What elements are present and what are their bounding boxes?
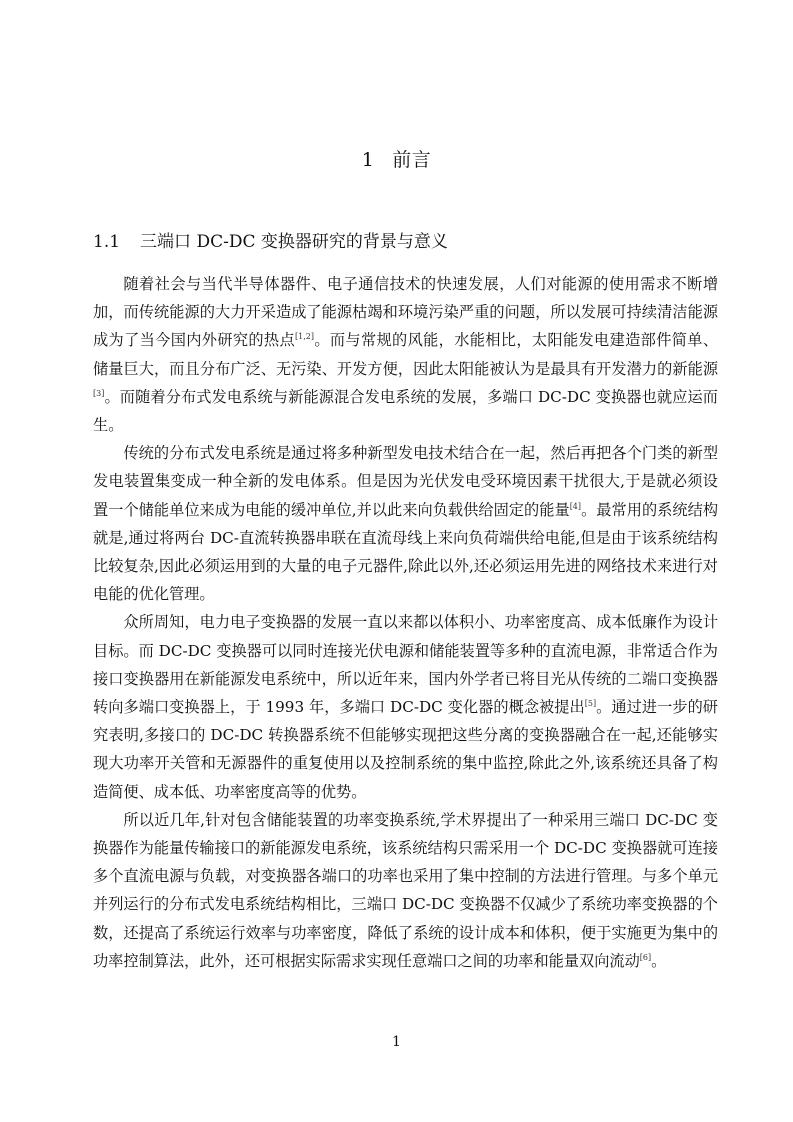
body-paragraph: [93, 608, 718, 805]
paragraph-text: 传统的分布式发电系统是通过将多种新型发电技术结合在一起，然后再把各个门类的新型发电装置集变成一种全新的发电体系。但是因为光伏发电受环境因素干扰很大,于是就必须设置一个储能单位来成为电能的缓冲单位,并以此来向负载供给固定的能量: [93, 444, 718, 519]
paragraph-text: 。而随着分布式发电系统与新能源混合发电系统的发展，多端口 DC-DC 变换器也就应运而生。: [93, 387, 718, 435]
body-text: [93, 270, 718, 975]
section-number: 1.1: [93, 232, 121, 252]
citation-ref: [3]: [93, 388, 105, 398]
chapter-title-text: 前言: [392, 149, 432, 171]
chapter-number: 1: [361, 149, 375, 171]
body-paragraph: [93, 439, 718, 608]
paragraph-text: 。最常用的系统结构就是,通过将两台 DC-直流转换器串联在直流母线上来向负荷端供给电能,但是由于该系统结构比较复杂,因此必须运用到的大量的电子元器件,除此以外,还必须运用先进的网络技术来进行对电能的优化管理。: [93, 500, 719, 604]
section-heading: [93, 227, 448, 252]
citation-ref: [1,2]: [295, 332, 314, 342]
paragraph-text: 。而与常规的风能，水能相比，太阳能发电建造部件简单、储量巨大，而且分布广泛、无污染、开发方便，因此太阳能被认为是最具有开发潜力的新能源: [93, 331, 719, 378]
paragraph-text: 。: [651, 951, 667, 970]
citation-ref: [5]: [584, 699, 597, 709]
body-paragraph: [93, 806, 718, 975]
paragraph-text: 。通过进一步的研究表明,多接口的 DC-DC 转换器系统不但能够实现把这些分离的变换器融合在一起,还能够实现大功率开关管和无源器件的重复使用以及控制系统的集中监控,除此之外,该系统还具备了构造简便、成本低、功率密度高等的优势。: [93, 698, 718, 801]
paragraph-text: 众所周知，电力电子变换器的发展一直以来都以体积小、功率密度高、成本低廉作为设计目标。而 DC-DC 变换器可以同时连接光伏电源和储能装置等多种的直流电源，非常适合作为接口变换器用在新能源发电系统中，所以近年来，国内外学者已将目光从传统的二端口变换器转向多端口变换器上，于 1993 年，多端口 DC-DC 变化器的概念被提出: [93, 613, 718, 717]
body-paragraph: [93, 270, 718, 439]
paragraph-text: 所以近几年,针对包含储能装置的功率变换系统,学术界提出了一种采用三端口 DC-DC 变换器作为能量传输接口的新能源发电系统，该系统结构只需采用一个 DC-DC 变换器就可连接多个直流电源与负载，对变换器各端口的功率也采用了集中控制的方法进行管理。与多个单元并列运行的分布式发电系统结构相比，三端口 DC-DC 变换器不仅减少了系统功率变换器的个数，还提高了系统运行效率与功率密度，降低了系统的设计成本和体积，便于实施更为集中的功率控制算法，此外，还可根据实际需求实现任意端口之间的功率和能量双向流动: [93, 810, 718, 970]
section-title-text: 三端口 DC-DC 变换器研究的背景与意义: [140, 232, 448, 252]
page-number: 1: [392, 1034, 401, 1050]
citation-ref: [4]: [569, 501, 582, 511]
chapter-title: [0, 145, 793, 172]
citation-ref: [6]: [639, 952, 652, 962]
paragraph-text: 随着社会与当代半导体器件、电子通信技术的快速发展，人们对能源的使用需求不断增加，而传统能源的大力开采造成了能源枯竭和环境污染严重的问题，所以发展可持续清洁能源成为了当今国内外研究的热点: [93, 275, 718, 350]
